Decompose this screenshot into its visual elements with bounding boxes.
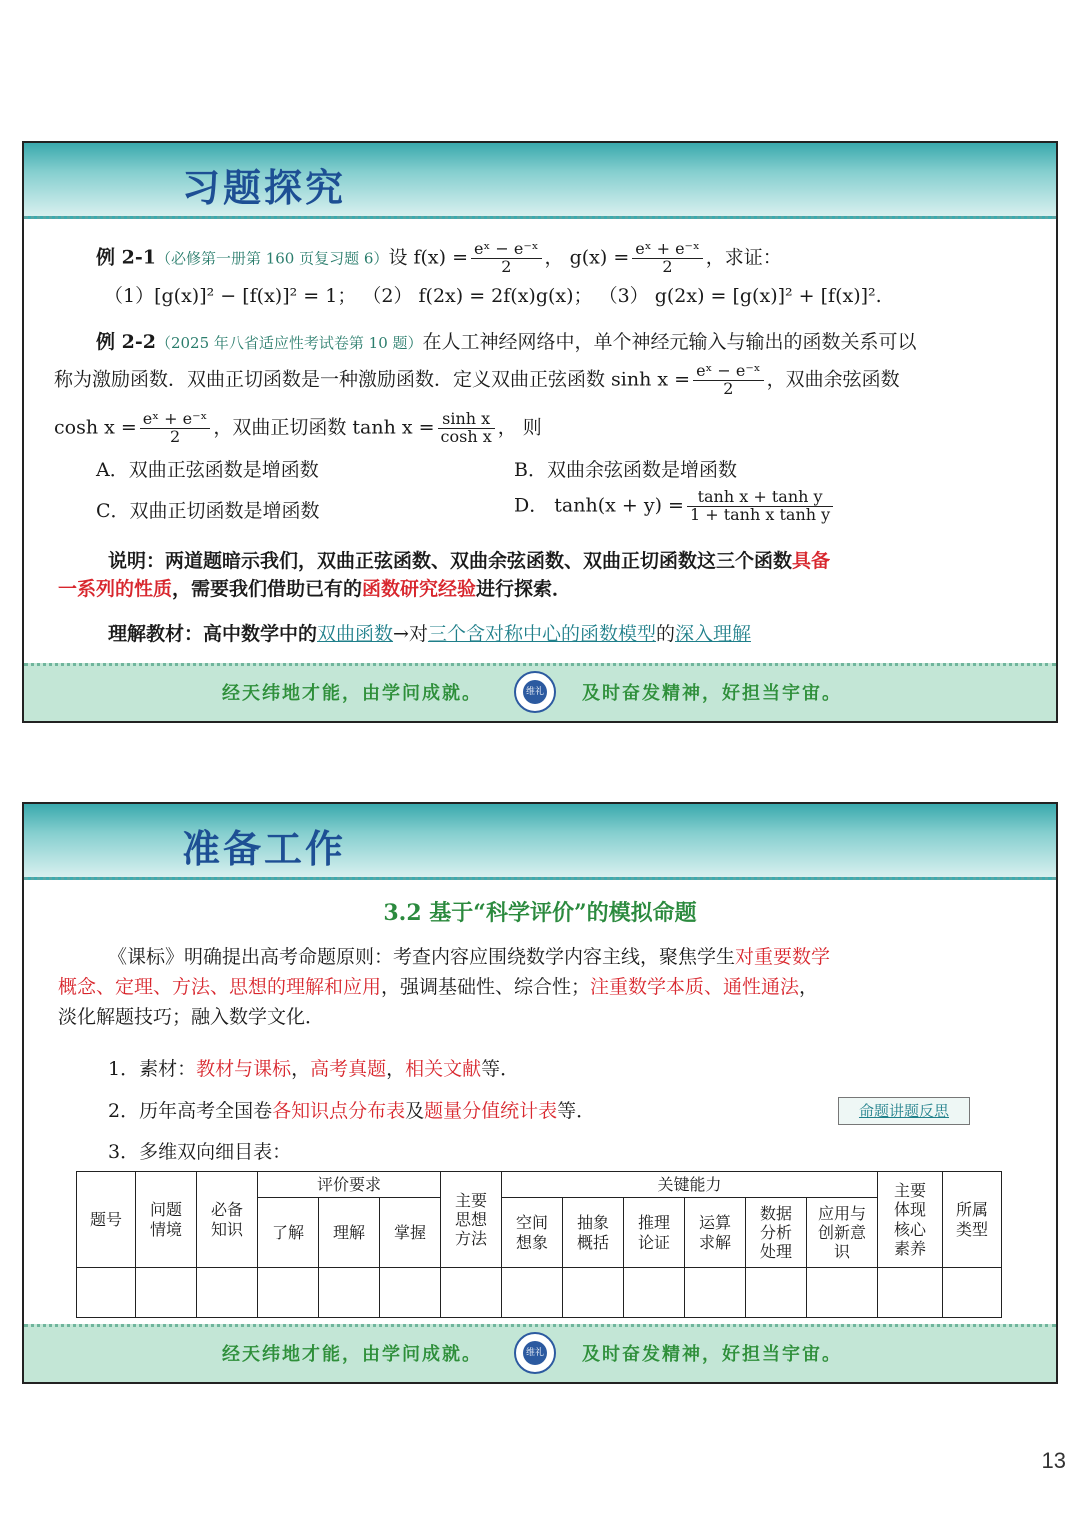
principle-text: 《课标》明确提出高考命题原则：考查内容应围绕数学内容主线，聚焦学生 bbox=[108, 946, 736, 968]
footer-motto-right: 及时奋发精神，好担当宇宙。 bbox=[582, 683, 842, 704]
header-text: 所属类型 bbox=[955, 1200, 988, 1239]
fraction-tanh bbox=[438, 411, 495, 446]
table-cell[interactable] bbox=[77, 1268, 136, 1318]
example-label: 例 2-1 bbox=[96, 246, 156, 269]
fraction-numerator: tanh x + tanh y bbox=[687, 489, 833, 507]
header-bibei bbox=[197, 1172, 258, 1268]
table-cell[interactable] bbox=[136, 1268, 197, 1318]
header-text: 应用与创新意识 bbox=[817, 1203, 866, 1262]
school-logo-text: 维礼 bbox=[523, 680, 547, 704]
understanding-text: 理解教材：高中数学中的 bbox=[108, 623, 318, 645]
item-1 bbox=[108, 1058, 519, 1081]
school-logo bbox=[514, 1332, 556, 1374]
example-source: （必修第一册第 160 页复习题 6） bbox=[155, 249, 389, 268]
fraction-denominator: 2 bbox=[723, 378, 734, 398]
example-2-2-line2 bbox=[54, 363, 900, 398]
footer-motto-left: 经天纬地才能，由学问成就。 bbox=[222, 683, 482, 704]
header-text: 抽象概括 bbox=[576, 1213, 609, 1252]
header-yunsuan bbox=[685, 1198, 746, 1268]
formula-g-lead: ， g(x) = bbox=[544, 246, 630, 269]
table-cell[interactable] bbox=[563, 1268, 624, 1318]
slide-header bbox=[24, 143, 1056, 219]
example-label: 例 2-2 bbox=[96, 331, 156, 353]
header-text: 推理论证 bbox=[637, 1213, 670, 1252]
fraction-denominator: 2 bbox=[662, 256, 673, 276]
principle-highlight: 注重数学本质、通性通法 bbox=[590, 976, 800, 998]
footer-motto-left: 经天纬地才能，由学问成就。 bbox=[222, 1344, 482, 1365]
formula-cosh-lead: cosh x = bbox=[54, 416, 137, 439]
table-cell[interactable] bbox=[624, 1268, 685, 1318]
note-highlight: 函数研究经验 bbox=[362, 578, 477, 600]
item-text: 及 bbox=[405, 1100, 425, 1122]
fraction-sinh bbox=[693, 363, 764, 398]
header-pingjia: 评价要求 bbox=[258, 1172, 441, 1198]
slide-title: 习题探究 bbox=[182, 165, 347, 210]
note-highlight: 一系列的性质 bbox=[58, 578, 173, 600]
principle-highlight: 对重要数学 bbox=[735, 946, 831, 968]
option-c: C．双曲正切函数是增函数 bbox=[96, 500, 320, 522]
item-text: 2．历年高考全国卷 bbox=[108, 1100, 273, 1122]
note-text: 进行探索． bbox=[476, 578, 572, 600]
fraction-numerator: eˣ + e⁻ˣ bbox=[140, 411, 211, 429]
note-text: ，需要我们借助已有的 bbox=[172, 578, 363, 600]
item-2 bbox=[108, 1100, 595, 1123]
table-cell[interactable] bbox=[878, 1268, 943, 1318]
header-text: 必备知识 bbox=[210, 1200, 243, 1239]
slide-title: 准备工作 bbox=[182, 826, 347, 871]
principle-text: ， bbox=[799, 976, 819, 998]
fraction-denominator: cosh x bbox=[440, 426, 492, 446]
understanding-text: 的 bbox=[655, 623, 675, 645]
table-cell[interactable] bbox=[943, 1268, 1002, 1318]
example-2-2-line3 bbox=[54, 411, 542, 446]
specification-table bbox=[76, 1171, 1002, 1318]
table-cell[interactable] bbox=[380, 1268, 441, 1318]
table-cell[interactable] bbox=[502, 1268, 563, 1318]
fraction-cosh bbox=[140, 411, 211, 446]
option-b: B．双曲余弦函数是增函数 bbox=[514, 459, 737, 481]
fraction-f bbox=[471, 241, 542, 276]
header-tihao: 题号 bbox=[77, 1172, 136, 1268]
page-number: 13 bbox=[1041, 1448, 1066, 1473]
note-line2 bbox=[58, 578, 571, 601]
example-2-2-line1 bbox=[96, 331, 917, 354]
reflection-button[interactable]: 命题讲题反思 bbox=[838, 1097, 970, 1125]
option-d-lead: D． tanh(x + y) = bbox=[514, 494, 684, 517]
header-nengli: 关键能力 bbox=[502, 1172, 878, 1198]
example-text: 称为激励函数．双曲正切函数是一种激励函数．定义双曲正弦函数 sinh x = bbox=[54, 368, 691, 391]
fraction-tanh-sum bbox=[687, 489, 833, 524]
slide-header bbox=[24, 804, 1056, 880]
fraction-numerator: eˣ − e⁻ˣ bbox=[693, 363, 764, 381]
header-tuili bbox=[624, 1198, 685, 1268]
formula-f-lead: 设 f(x) = bbox=[388, 246, 469, 269]
header-kongjian bbox=[502, 1198, 563, 1268]
principle-line2 bbox=[58, 976, 818, 999]
example-2-1-items: （1）[g(x)]² − [f(x)]² = 1； （2） f(2x) = 2f(x)g(x)； （3） g(2x) = [g(x)]² + [f(x)]². bbox=[104, 285, 882, 307]
table-row bbox=[77, 1268, 1002, 1318]
item-text: 1．素材： bbox=[108, 1058, 197, 1080]
table-cell[interactable] bbox=[807, 1268, 878, 1318]
header-leixing bbox=[943, 1172, 1002, 1268]
header-zhangwo: 掌握 bbox=[380, 1198, 441, 1268]
example-source: （2025 年八省适应性考试卷第 10 题） bbox=[155, 334, 423, 352]
header-text: 数据分析处理 bbox=[759, 1203, 792, 1262]
header-lijie: 理解 bbox=[319, 1198, 380, 1268]
table-cell[interactable] bbox=[319, 1268, 380, 1318]
header-suyang bbox=[878, 1172, 943, 1268]
item-text: 等． bbox=[481, 1058, 520, 1080]
understanding-arrow: →对 bbox=[393, 623, 428, 645]
formula-tail: ，求证： bbox=[705, 246, 782, 269]
link-hyperbolic-functions[interactable]: 双曲函数 bbox=[317, 623, 394, 645]
header-text: 主要思想方法 bbox=[454, 1190, 487, 1249]
slide-footer bbox=[24, 663, 1056, 721]
fraction-g bbox=[632, 241, 703, 276]
item-text: ， bbox=[291, 1058, 311, 1080]
header-text: 空间想象 bbox=[515, 1213, 548, 1252]
example-text: ，双曲余弦函数 bbox=[766, 368, 900, 391]
link-deep-understanding[interactable]: 深入理解 bbox=[674, 623, 751, 645]
table-cell[interactable] bbox=[746, 1268, 807, 1318]
fraction-denominator: 1 + tanh x tanh y bbox=[689, 504, 831, 524]
formula-tanh-lead: ，双曲正切函数 tanh x = bbox=[213, 416, 435, 439]
understanding-line bbox=[108, 623, 751, 646]
note-highlight: 具备 bbox=[792, 550, 831, 572]
item-highlight: 各知识点分布表 bbox=[272, 1100, 406, 1122]
item-highlight: 题量分值统计表 bbox=[424, 1100, 558, 1122]
fraction-numerator: eˣ − e⁻ˣ bbox=[471, 241, 542, 259]
header-text: 问题情境 bbox=[149, 1200, 182, 1239]
option-a: A．双曲正弦函数是增函数 bbox=[96, 459, 319, 481]
fraction-numerator: sinh x bbox=[438, 411, 495, 429]
item-text: ， bbox=[386, 1058, 406, 1080]
item-highlight: 相关文献 bbox=[405, 1058, 482, 1080]
header-yingyong bbox=[807, 1198, 878, 1268]
school-logo bbox=[514, 671, 556, 713]
header-wenti bbox=[136, 1172, 197, 1268]
item-text: 等． bbox=[557, 1100, 596, 1122]
table-cell[interactable] bbox=[685, 1268, 746, 1318]
section-subtitle: 3.2 基于“科学评价”的模拟命题 bbox=[383, 900, 697, 926]
principle-text: ，强调基础性、综合性； bbox=[381, 976, 591, 998]
item-highlight: 高考真题 bbox=[310, 1058, 387, 1080]
table-cell[interactable] bbox=[441, 1268, 502, 1318]
header-text: 主要体现核心素养 bbox=[893, 1181, 926, 1258]
table-cell[interactable] bbox=[197, 1268, 258, 1318]
table-cell[interactable] bbox=[258, 1268, 319, 1318]
example-2-1 bbox=[96, 241, 782, 276]
header-chouxiang bbox=[563, 1198, 624, 1268]
footer-motto-right: 及时奋发精神，好担当宇宙。 bbox=[582, 1344, 842, 1365]
school-logo-text: 维礼 bbox=[523, 1341, 547, 1365]
fraction-numerator: eˣ + e⁻ˣ bbox=[632, 241, 703, 259]
header-liaojie: 了解 bbox=[258, 1198, 319, 1268]
principle-highlight: 概念、定理、方法、思想的理解和应用 bbox=[58, 976, 382, 998]
fraction-denominator: 2 bbox=[169, 426, 181, 446]
example-text: 在人工神经网络中，单个神经元输入与输出的函数关系可以 bbox=[422, 331, 917, 353]
header-text: 运算求解 bbox=[698, 1213, 731, 1252]
item-3: 3．多维双向细目表： bbox=[108, 1141, 292, 1163]
slide-exercise-exploration bbox=[22, 141, 1058, 723]
slide-footer bbox=[24, 1324, 1056, 1382]
link-symmetric-center-models[interactable]: 三个含对称中心的函数模型 bbox=[427, 623, 656, 645]
example-text: ， 则 bbox=[497, 416, 542, 439]
note-line1 bbox=[108, 550, 830, 573]
principle-line1 bbox=[108, 946, 830, 969]
slide-preparation bbox=[22, 802, 1058, 1384]
header-shuju bbox=[746, 1198, 807, 1268]
fraction-denominator: 2 bbox=[501, 256, 512, 276]
header-sixiang bbox=[441, 1172, 502, 1268]
principle-line3: 淡化解题技巧；融入数学文化． bbox=[58, 1006, 325, 1028]
option-d bbox=[514, 489, 836, 524]
note-text: 说明：两道题暗示我们，双曲正弦函数、双曲余弦函数、双曲正切函数这三个函数 bbox=[108, 550, 793, 572]
item-highlight: 教材与课标 bbox=[196, 1058, 292, 1080]
